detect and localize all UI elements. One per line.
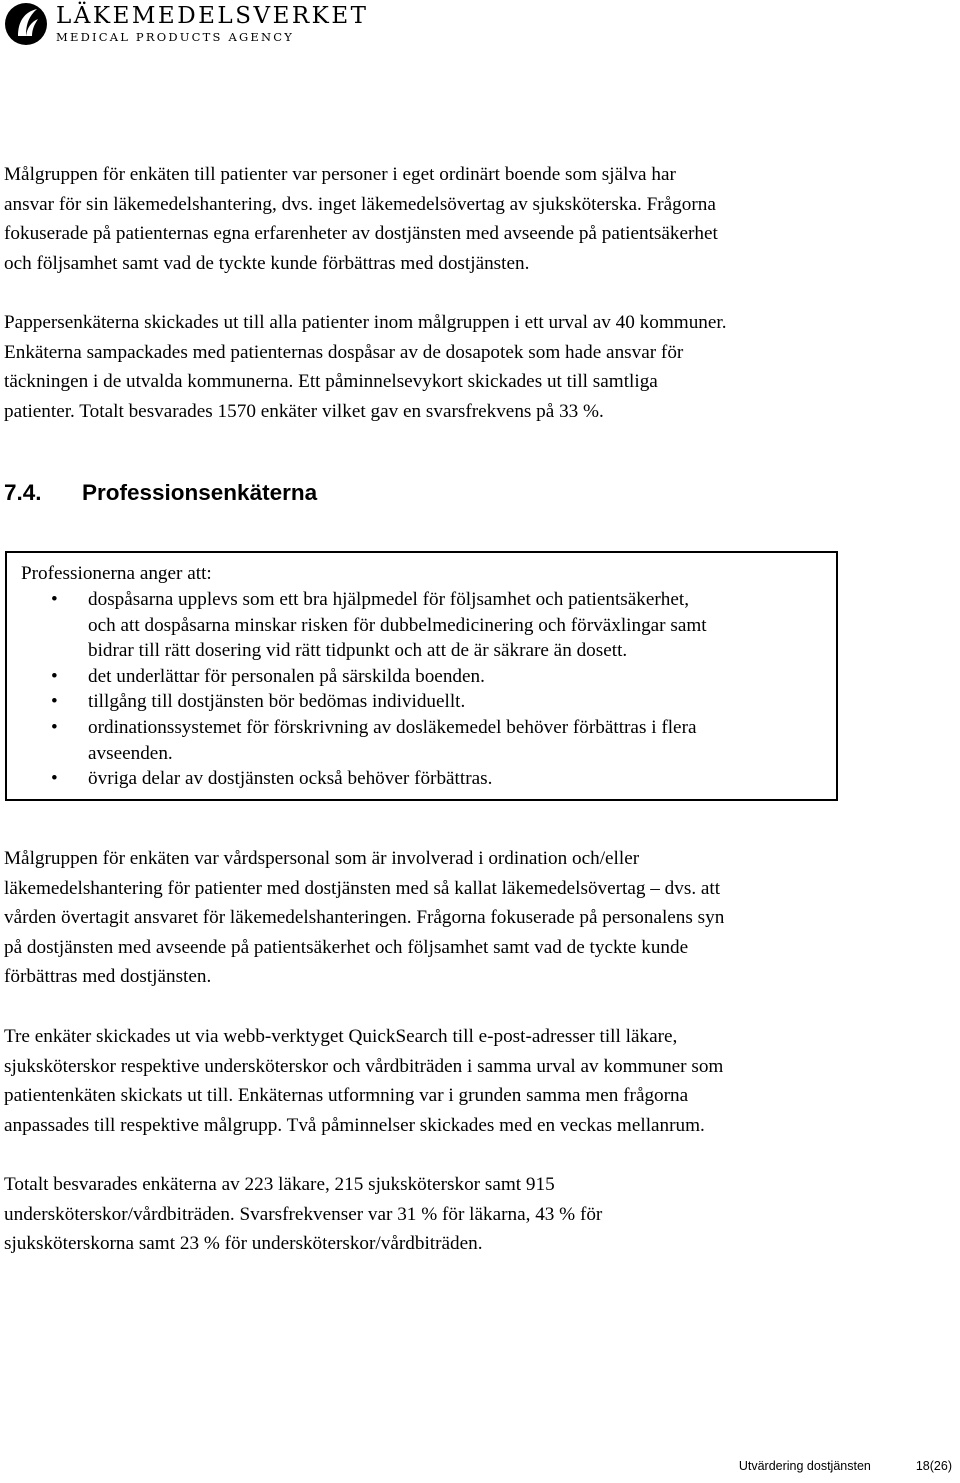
summary-box-title: Professionerna anger att: bbox=[21, 563, 212, 584]
text-line: sjuksköterskorna samt 23 % för undersköterskor/vårdbiträden. bbox=[4, 1233, 483, 1255]
agency-logo-icon bbox=[4, 2, 48, 46]
text-line: täckningen i de utvalda kommunerna. Ett påminnelsevykort skickades ut till samtliga bbox=[4, 371, 658, 393]
text-line: vården övertagit ansvaret för läkemedelshanteringen. Frågorna fokuserade på personalens syn bbox=[4, 907, 725, 929]
list-item bbox=[7, 689, 707, 715]
page-footer bbox=[739, 1459, 952, 1473]
text-line: undersköterskor/vårdbiträden. Svarsfrekvenser var 31 % för läkarna, 43 % för bbox=[4, 1203, 603, 1225]
text-line: Totalt besvarades enkäterna av 223 läkare, 215 sjuksköterskor samt 915 bbox=[4, 1174, 555, 1195]
list-item-line: och att dospåsarna minskar risken för dubbelmedicinering och förväxlingar samt bbox=[88, 614, 707, 636]
footer-doc-name: Utvärdering dostjänsten bbox=[738, 1459, 871, 1473]
list-item-line: avseenden. bbox=[88, 742, 173, 764]
text-line: och följsamhet samt vad de tyckte kunde förbättras med dostjänsten. bbox=[4, 252, 530, 274]
paragraph-response-rates bbox=[4, 1170, 944, 1259]
list-item bbox=[7, 715, 707, 766]
bullet-icon: • bbox=[51, 768, 58, 790]
list-item-line: det underlättar för personalen på särskilda boenden. bbox=[88, 665, 485, 687]
list-item-line: bidrar till rätt dosering vid rätt tidpunkt och att de är säkrare än dosett. bbox=[88, 640, 628, 662]
bullet-icon: • bbox=[51, 665, 58, 687]
bullet-icon: • bbox=[51, 589, 58, 610]
text-line: på dostjänsten med avseende på patientsäkerhet och följsamhet samt vad de tyckte kunde bbox=[4, 936, 689, 958]
list-item bbox=[7, 664, 707, 690]
page-number: 18(26) bbox=[915, 1459, 952, 1473]
list-item-line: dospåsarna upplevs som ett bra hjälpmedel för följsamhet och patientsäkerhet, bbox=[88, 589, 690, 610]
agency-name-subtitle: MEDICAL PRODUCTS AGENCY bbox=[56, 29, 295, 44]
paragraph-staff-target-group bbox=[4, 844, 944, 992]
agency-name-main: LÄKEMEDELSVERKET bbox=[56, 2, 369, 29]
text-line: Tre enkäter skickades ut via webb-verktyget QuickSearch till e-post-adresser till läkare, bbox=[4, 1026, 678, 1047]
text-line: förbättras med dostjänsten. bbox=[4, 966, 212, 988]
bullet-icon: • bbox=[51, 691, 58, 713]
text-line: patienter. Totalt besvarades 1570 enkäter vilket gav en svarsfrekvens på 33 %. bbox=[4, 400, 604, 422]
section-title: Professionsenkäterna bbox=[82, 480, 318, 505]
bullet-icon: • bbox=[51, 716, 58, 738]
text-line: Målgruppen för enkäten till patienter var personer i eget ordinärt boende som själva har bbox=[4, 164, 676, 185]
text-line: anpassades till respektive målgrupp. Två påminnelser skickades med en veckas mellanrum. bbox=[4, 1114, 705, 1136]
paragraph-patient-target-group bbox=[4, 160, 944, 278]
text-line: patientenkäten skickats ut till. Enkäternas utformning var i grunden samma men frågorna bbox=[4, 1085, 689, 1107]
text-line: Enkäterna sampackades med patienternas dospåsar av de dosapotek som hade ansvar för bbox=[4, 341, 684, 363]
section-number: 7.4. bbox=[4, 480, 42, 505]
text-line: Målgruppen för enkäten var vårdspersonal som är involverad i ordination och/eller bbox=[4, 848, 640, 869]
text-line: fokuserade på patienternas egna erfarenheter av dostjänsten med avseende på patientsäkerhet bbox=[4, 223, 718, 245]
text-line: Pappersenkäterna skickades ut till alla patienter inom målgruppen i ett urval av 40 kommuner. bbox=[4, 312, 727, 333]
paragraph-paper-surveys bbox=[4, 308, 944, 426]
list-item bbox=[7, 587, 707, 664]
summary-bullet-list bbox=[7, 587, 707, 792]
text-line: läkemedelshantering för patienter med dostjänsten med så kallat läkemedelsövertag – dvs. att bbox=[4, 877, 721, 899]
agency-name bbox=[56, 2, 369, 44]
text-line: sjuksköterskor respektive undersköterskor och vårdbiträden i samma urval av kommuner som bbox=[4, 1055, 724, 1077]
text-line: ansvar för sin läkemedelshantering, dvs. inget läkemedelsövertag av sjuksköterska. Frågorna bbox=[4, 193, 716, 215]
section-heading bbox=[4, 480, 317, 506]
list-item bbox=[7, 766, 707, 792]
list-item-line: övriga delar av dostjänsten också behöver förbättras. bbox=[88, 768, 493, 790]
list-item-line: ordinationssystemet för förskrivning av dosläkemedel behöver förbättras i flera bbox=[88, 716, 697, 738]
list-item-line: tillgång till dostjänsten bör bedömas individuellt. bbox=[88, 691, 466, 713]
page-header bbox=[4, 2, 369, 46]
summary-box bbox=[5, 551, 838, 801]
paragraph-web-surveys bbox=[4, 1022, 944, 1140]
